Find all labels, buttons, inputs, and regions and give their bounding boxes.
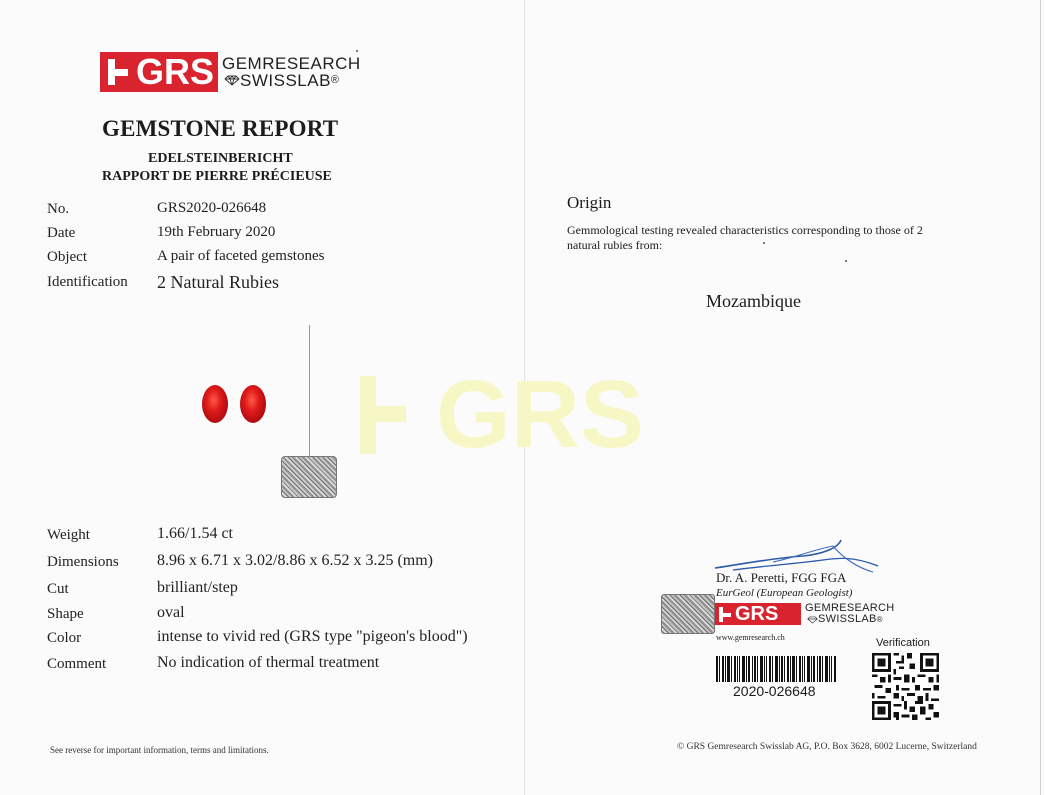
hologram-seal — [281, 456, 337, 498]
value-color: intense to vivid red (GRS type "pigeon's blood") — [157, 628, 468, 645]
barcode-icon — [716, 656, 836, 682]
report-title: GEMSTONE REPORT — [102, 116, 339, 141]
signatory-role: EurGeol (European Geologist) — [716, 587, 853, 599]
logo-line1: GEMRESEARCH — [222, 54, 361, 73]
value-identification: 2 Natural Rubies — [157, 272, 279, 292]
value-date: 19th February 2020 — [157, 224, 276, 240]
origin-heading: Origin — [567, 193, 612, 212]
grs-logo-badge — [100, 52, 218, 92]
origin-text: Gemmological testing revealed characteristics corresponding to those of 2 natural rubies from: — [567, 223, 923, 252]
value-dimensions: 8.96 x 6.71 x 3.02/8.86 x 6.52 x 3.25 (mm) — [157, 552, 433, 569]
website: www.gemresearch.ch — [716, 633, 785, 642]
value-no: GRS2020-026648 — [157, 200, 267, 216]
grs-logo-small-wordmark — [805, 603, 894, 625]
grs-logo — [100, 52, 361, 92]
value-cut: brilliant/step — [157, 579, 238, 596]
label-date: Date — [47, 225, 76, 241]
origin-country: Mozambique — [706, 291, 801, 311]
speck — [356, 50, 358, 52]
label-dimensions: Dimensions — [47, 554, 119, 570]
grs-logo-text: GRS — [136, 51, 215, 92]
label-no: No. — [47, 201, 70, 217]
label-shape: Shape — [47, 606, 84, 622]
value-weight: 1.66/1.54 ct — [157, 525, 233, 542]
page-edge — [1040, 0, 1041, 795]
grs-flag-icon — [108, 59, 130, 85]
logo-line2: SWISSLAB — [240, 71, 331, 90]
logo-small-line2-row — [805, 614, 894, 625]
hologram-seal-small — [661, 594, 715, 634]
value-comment: No indication of thermal treatment — [157, 654, 380, 671]
logo-line2-row — [222, 72, 361, 89]
speck — [845, 260, 847, 262]
logo-small-line2: SWISSLAB — [818, 613, 877, 625]
watermark-flag-icon — [360, 376, 406, 454]
footer-copyright: © GRS Gemresearch Swisslab AG, P.O. Box 3628, 6002 Lucerne, Switzerland — [677, 742, 977, 752]
registered-mark: ® — [330, 74, 340, 86]
label-color: Color — [47, 630, 82, 646]
report-subtitle-de: EDELSTEINBERICHT — [148, 151, 293, 166]
logo-small-line1: GEMRESEARCH — [805, 602, 895, 614]
label-object: Object — [47, 249, 87, 265]
label-comment: Comment — [47, 656, 107, 672]
grs-logo-small — [715, 603, 894, 625]
registered-mark: ® — [876, 615, 883, 624]
photo-divider — [309, 325, 310, 460]
grs-logo-small-badge — [715, 603, 801, 625]
ruby-stone-2 — [240, 385, 266, 423]
report-subtitle-fr: RAPPORT DE PIERRE PRÉCIEUSE — [102, 169, 332, 184]
speck — [763, 242, 765, 244]
label-cut: Cut — [47, 581, 69, 597]
grs-logo-wordmark — [222, 55, 361, 89]
value-object: A pair of faceted gemstones — [157, 248, 325, 264]
diamond-icon — [224, 75, 240, 86]
grs-watermark — [360, 360, 644, 470]
qr-code-icon[interactable] — [872, 653, 939, 720]
barcode-number: 2020-026648 — [733, 683, 816, 699]
verification-label[interactable]: Verification — [876, 637, 930, 649]
diamond-icon — [807, 616, 818, 624]
ruby-stone-1 — [202, 385, 228, 423]
watermark-text: GRS — [436, 361, 645, 468]
grs-flag-icon — [719, 607, 732, 622]
signatory-name: Dr. A. Peretti, FGG FGA — [716, 570, 847, 585]
footer-disclaimer: See reverse for important information, terms and limitations. — [50, 745, 269, 755]
grs-logo-small-text: GRS — [735, 602, 779, 625]
value-shape: oval — [157, 604, 185, 621]
label-weight: Weight — [47, 527, 90, 543]
label-identification: Identification — [47, 274, 128, 290]
